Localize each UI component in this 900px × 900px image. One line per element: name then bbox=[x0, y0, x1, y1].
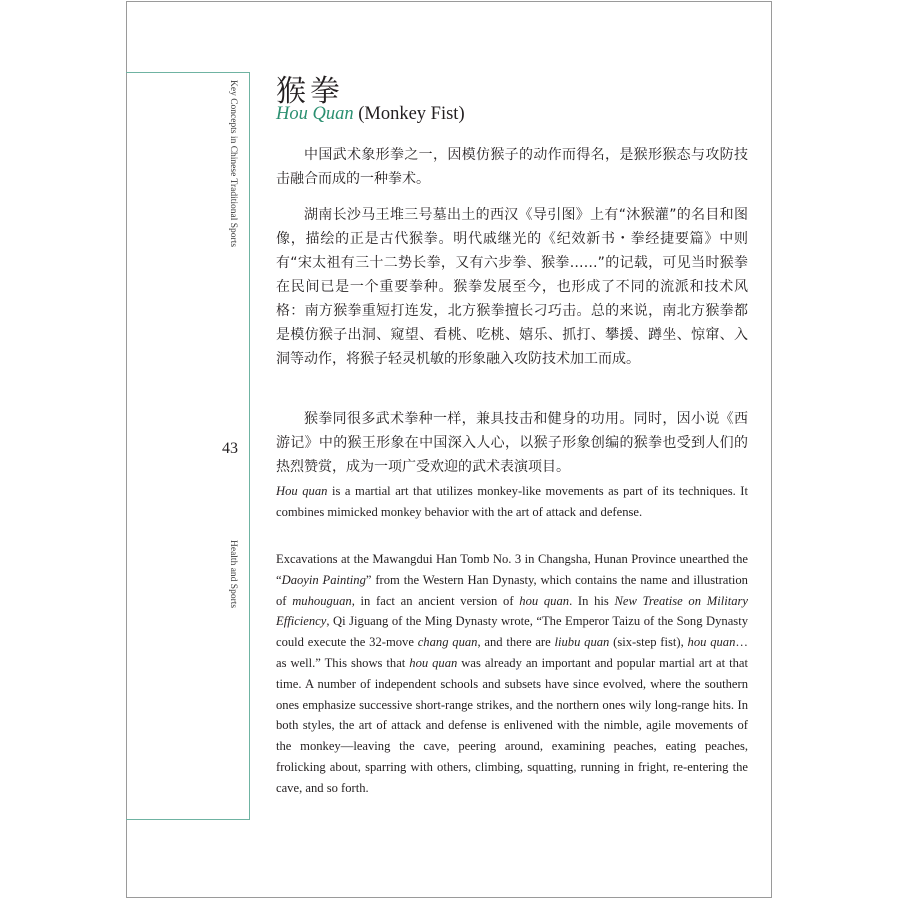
chinese-paragraph-2: 湖南长沙马王堆三号墓出土的西汉《导引图》上有“沐猴灌”的名目和图像，描绘的正是古代猴拳。明代戚继光的《纪效新书・拳经捷要篇》中则有“宋太祖有三十二势长拳，又有六步拳、猴拳……”的记载，可见当时猴拳在民间已是一个重要拳种。猴拳发展至今，也形成了不同的流派和技术风格：南方猴拳重短打连发，北方猴拳擅长刁巧击。总的来说，南北方猴拳都是模仿猴子出洞、窥望、看桃、吃桃、嬉乐、抓打、攀援、蹲坐、惊窜、入洞等动作，将猴子轻灵机敏的形象融入攻防技术加工而成。 bbox=[276, 207, 748, 367]
entry-title-english bbox=[276, 104, 465, 125]
chinese-paragraph-3: 猴拳同很多武术拳种一样，兼具技击和健身的功用。同时，因小说《西游记》中的猴王形象在中国深入人心，以猴子形象创编的猴拳也受到人们的热烈赞赏，成为一项广受欢迎的武术表演项目。 bbox=[276, 411, 748, 475]
chinese-paragraph-1: 中国武术象形拳之一，因模仿猴子的动作而得名，是猴形猴态与攻防技击融合而成的一种拳术。 bbox=[276, 147, 748, 187]
english-paragraph-2: Excavations at the Mawangdui Han Tomb No. 3 in Changsha, Hunan Province unearthed the “Daoyin Painting” from the Western Han Dynasty, which contains the name and illustration of muhouguan, in fact an ancient version of hou quan. In his New Treatise on Military Efficiency, Qi Jiguang of the Ming Dynasty wrote, “The Emperor Taizu of the Song Dynasty could execute the 32-move chang quan, and there are liubu quan (six-step fist), hou quan…as well.” This shows that hou quan was already an important and popular martial art at that time. A number of independent schools and subsets have since evolved, where the southern ones emphasize successive short-range strikes, and the northern ones wily long-range hits. In both styles, the art of attack and defense is enlivened with the nimble, agile movements of the monkey—leaving the cave, peering around, examining peaches, eating peaches, frolicking about, sparring with others, climbing, squatting, running in fright, re-entering the cave, and so forth. bbox=[276, 552, 749, 795]
section-label: Health and Sports bbox=[228, 540, 238, 609]
term-italic: Hou quan bbox=[276, 484, 328, 498]
entry-title-translation: (Monkey Fist) bbox=[353, 104, 465, 124]
english-paragraph-1: Hou quan is a martial art that utilizes monkey-like movements as part of its techniques. It combines mimicked monkey behavior with the art of attack and defense. bbox=[276, 484, 748, 519]
entry-title-chinese: 猴拳 bbox=[276, 74, 344, 109]
entry-title-pinyin: Hou Quan bbox=[276, 104, 354, 124]
page-number: 43 bbox=[222, 440, 238, 457]
running-head: Key Concepts in Chinese Traditional Sports bbox=[228, 80, 238, 248]
